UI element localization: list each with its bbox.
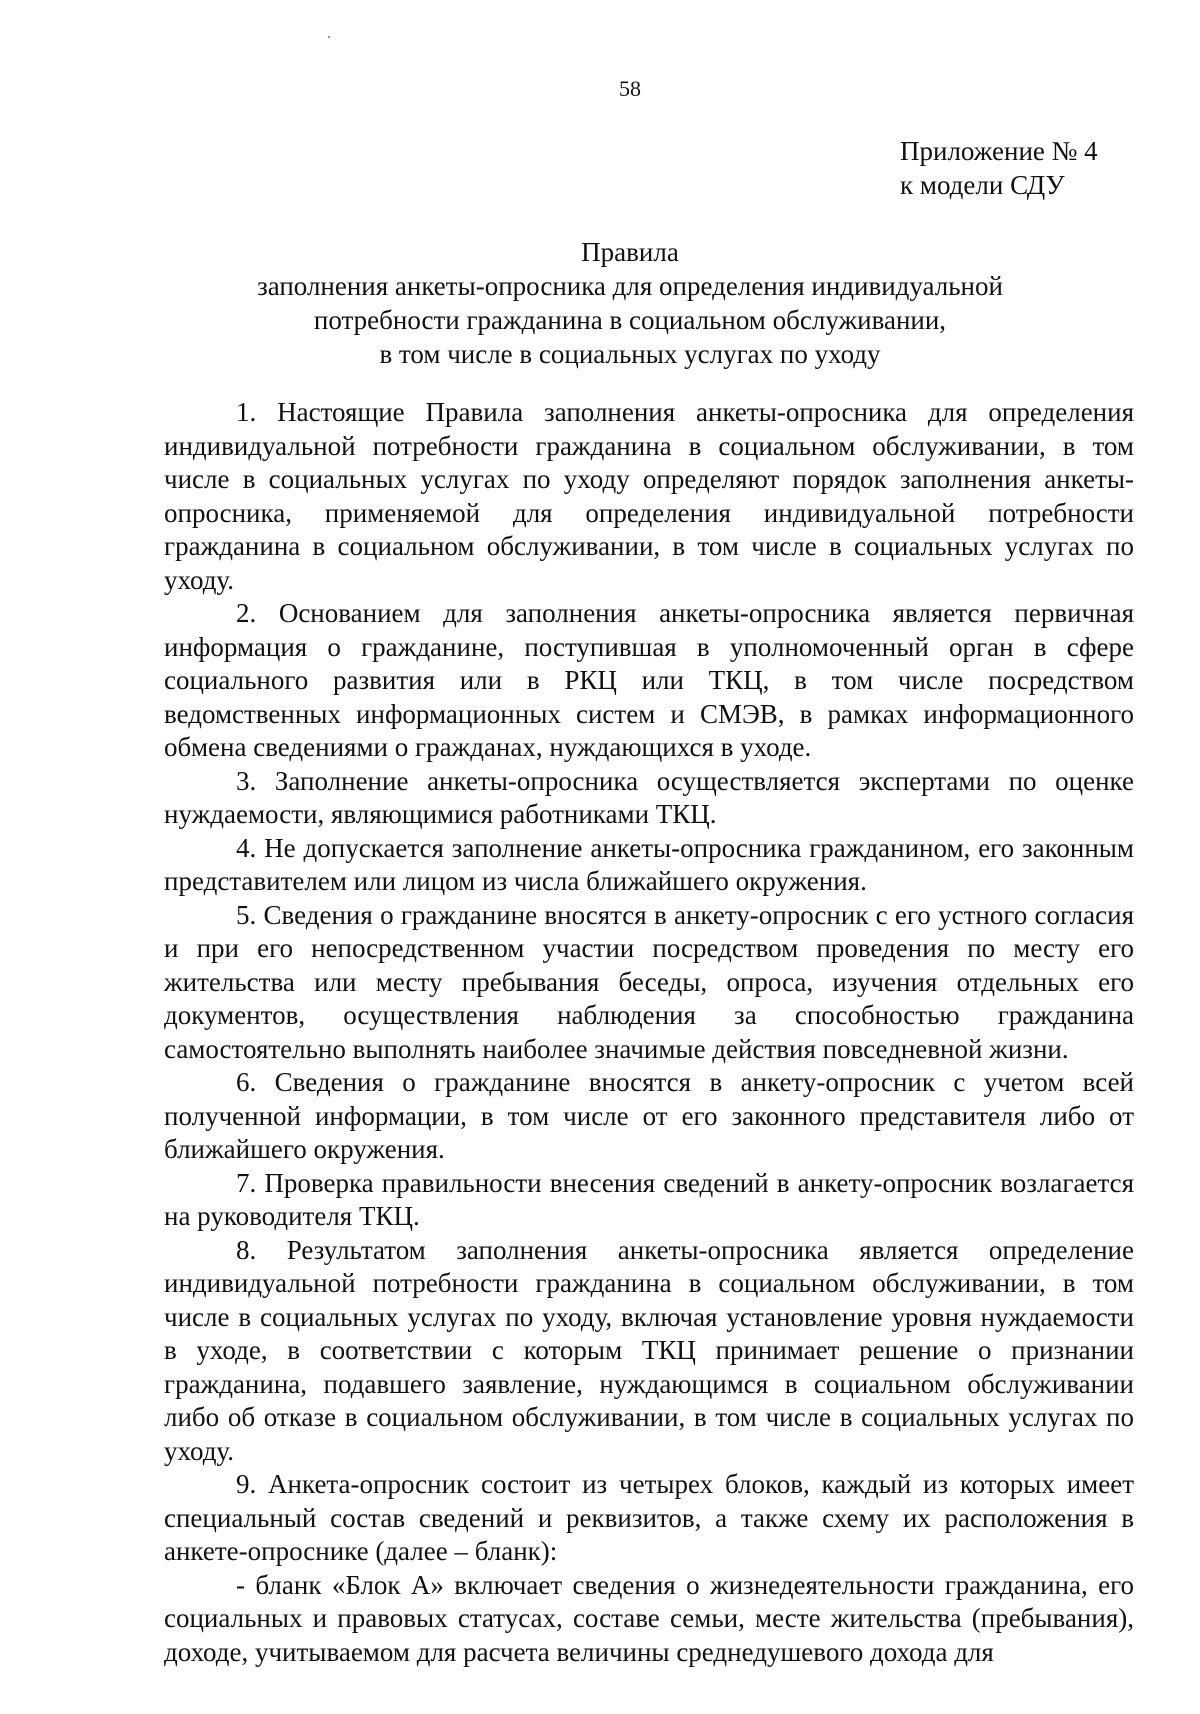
paragraph-8: 8. Результатом заполнения анкеты-опросника является определение индивидуальной потребности гражданина в социальном обслуживании, в том числе в социальных услугах по уходу, включая установление уровня нуждаемости в уходе, в соответствии с которым ТКЦ принимает решение о признании гражданина, подавшего заявление, нуждающимся в социальном обслуживании либо об отказе в социальном обслуживании, в том числе в социальных услугах по уходу. — [164, 1234, 1134, 1466]
paragraph-2: 2. Основанием для заполнения анкеты-опросника является первичная информация о гражданине, поступившая в уполномоченный орган в сфере социального развития или в РКЦ или ТКЦ, в том числе посредством ведомственных информационных систем и СМЭВ, в рамках информационного обмена сведениями о гражданах, нуждающихся в уходе. — [164, 598, 1134, 762]
paragraph-6: 6. Сведения о гражданине вносятся в анкету-опросник с учетом всей полученной информации, в том числе от его законного представителя либо от ближайшего окружения. — [164, 1067, 1134, 1164]
paragraph-10: - бланк «Блок А» включает сведения о жизнедеятельности гражданина, его социальных и правовых статусах, составе семьи, месте жительства (пребывания), доходе, учитываемом для расчета величины среднедушевого дохода для — [164, 1569, 1134, 1667]
appendix-reference — [900, 134, 1098, 202]
document-title — [160, 235, 1100, 371]
scan-speck — [328, 36, 330, 38]
title-line-2: заполнения анкеты-опросника для определения индивидуальной — [257, 271, 1003, 301]
document-body — [164, 396, 1134, 1669]
paragraph-7: 7. Проверка правильности внесения сведений в анкету-опросник возлагается на руководителя ТКЦ. — [164, 1167, 1134, 1231]
paragraph-9: 9. Анкета-опросник состоит из четырех блоков, каждый из которых имеет специальный состав сведений и реквизитов, а также схему их расположения в анкете-опроснике (далее – бланк): — [164, 1469, 1134, 1566]
title-line-4: в том числе в социальных услугах по уходу — [379, 339, 881, 369]
paragraph-5: 5. Сведения о гражданине вносятся в анкету-опросник с его устного согласия и при его непосредственном участии посредством проведения по месту его жительства или месту пребывания беседы, опроса, изучения отдельных его документов, осуществления наблюдения за способностью гражданина самостоятельно выполнять наиболее значимые действия повседневной жизни. — [164, 899, 1134, 1064]
paragraph-3: 3. Заполнение анкеты-опросника осуществляется экспертами по оценке нуждаемости, являющимися работниками ТКЦ. — [164, 765, 1134, 829]
paragraph-1: 1. Настоящие Правила заполнения анкеты-опросника для определения индивидуальной потребности гражданина в социальном обслуживании, в том числе в социальных услугах по уходу определяют порядок заполнения анкеты-опросника, применяемой для определения индивидуальной потребности гражданина в социальном обслуживании, в том числе в социальных услугах по уходу. — [164, 397, 1134, 595]
title-line-1: Правила — [581, 237, 679, 267]
title-line-3: потребности гражданина в социальном обслуживании, — [313, 305, 947, 335]
appendix-line-2: к модели СДУ — [900, 170, 1065, 200]
appendix-line-1: Приложение № 4 — [900, 136, 1098, 166]
page-number: 58 — [619, 76, 641, 101]
paragraph-4: 4. Не допускается заполнение анкеты-опросника гражданином, его законным представителем или лицом из числа ближайшего окружения. — [164, 832, 1134, 896]
